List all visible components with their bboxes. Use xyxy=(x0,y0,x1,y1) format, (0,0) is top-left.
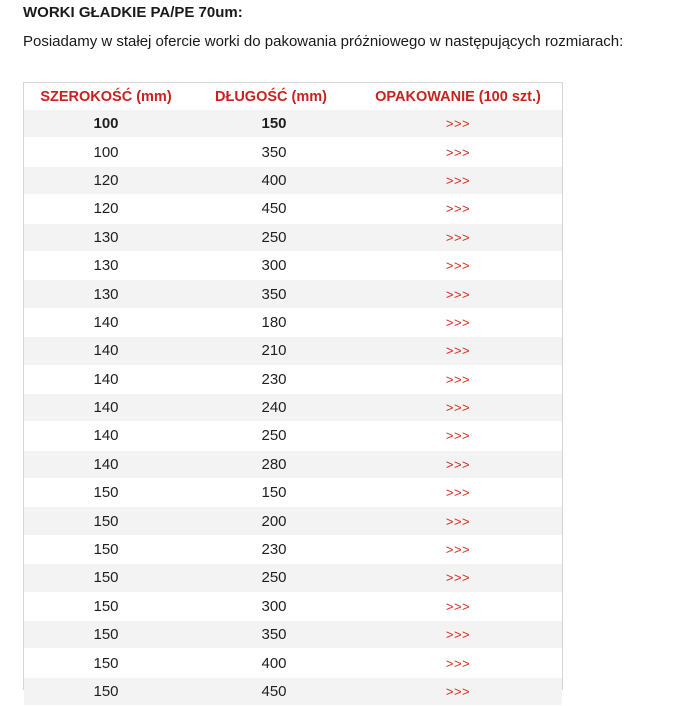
table-row xyxy=(24,536,562,564)
width-cell: 140 xyxy=(24,422,188,450)
length-cell: 250 xyxy=(188,564,354,592)
length-cell: 350 xyxy=(188,138,354,166)
table-row xyxy=(24,224,562,252)
package-link[interactable]: >>> xyxy=(354,678,562,706)
length-cell: 450 xyxy=(188,195,354,223)
package-link[interactable]: >>> xyxy=(354,422,562,450)
table-row xyxy=(24,195,562,223)
width-cell: 150 xyxy=(24,593,188,621)
length-cell: 280 xyxy=(188,451,354,479)
length-cell: 210 xyxy=(188,337,354,365)
package-link[interactable]: >>> xyxy=(354,394,562,422)
package-link[interactable]: >>> xyxy=(354,564,562,592)
width-cell: 130 xyxy=(24,224,188,252)
length-cell: 180 xyxy=(188,309,354,337)
table-row xyxy=(24,507,562,535)
length-cell: 350 xyxy=(188,621,354,649)
package-link[interactable]: >>> xyxy=(354,536,562,564)
width-cell: 140 xyxy=(24,337,188,365)
length-cell: 230 xyxy=(188,536,354,564)
intro-text: Posiadamy w stałej ofercie worki do pakowania próżniowego w następujących rozmiarach: xyxy=(23,33,624,50)
sizes-table xyxy=(24,83,562,706)
column-header-width: SZEROKOŚĆ (mm) xyxy=(24,83,188,110)
length-cell: 150 xyxy=(188,110,354,138)
table-row xyxy=(24,621,562,649)
table-row xyxy=(24,309,562,337)
table-row xyxy=(24,280,562,308)
length-cell: 300 xyxy=(188,593,354,621)
length-cell: 350 xyxy=(188,280,354,308)
length-cell: 250 xyxy=(188,224,354,252)
table-body xyxy=(24,110,562,706)
length-cell: 450 xyxy=(188,678,354,706)
table-row xyxy=(24,678,562,706)
width-cell: 100 xyxy=(24,110,188,138)
width-cell: 150 xyxy=(24,678,188,706)
width-cell: 130 xyxy=(24,252,188,280)
package-link[interactable]: >>> xyxy=(354,110,562,138)
length-cell: 240 xyxy=(188,394,354,422)
width-cell: 100 xyxy=(24,138,188,166)
table-row xyxy=(24,138,562,166)
package-link[interactable]: >>> xyxy=(354,479,562,507)
length-cell: 200 xyxy=(188,507,354,535)
table-row xyxy=(24,337,562,365)
package-link[interactable]: >>> xyxy=(354,621,562,649)
package-link[interactable]: >>> xyxy=(354,224,562,252)
width-cell: 150 xyxy=(24,564,188,592)
length-cell: 300 xyxy=(188,252,354,280)
package-link[interactable]: >>> xyxy=(354,451,562,479)
sizes-table-container xyxy=(23,82,563,700)
column-header-length: DŁUGOŚĆ (mm) xyxy=(188,83,354,110)
table-row xyxy=(24,564,562,592)
table-row xyxy=(24,110,562,138)
width-cell: 140 xyxy=(24,366,188,394)
package-link[interactable]: >>> xyxy=(354,167,562,195)
width-cell: 150 xyxy=(24,507,188,535)
table-row xyxy=(24,479,562,507)
width-cell: 150 xyxy=(24,621,188,649)
package-link[interactable]: >>> xyxy=(354,337,562,365)
length-cell: 150 xyxy=(188,479,354,507)
width-cell: 140 xyxy=(24,309,188,337)
package-link[interactable]: >>> xyxy=(354,593,562,621)
width-cell: 150 xyxy=(24,536,188,564)
width-cell: 150 xyxy=(24,479,188,507)
page-title: WORKI GŁADKIE PA/PE 70um: xyxy=(23,4,243,21)
table-row xyxy=(24,451,562,479)
width-cell: 120 xyxy=(24,195,188,223)
column-header-package: OPAKOWANIE (100 szt.) xyxy=(354,83,562,110)
width-cell: 140 xyxy=(24,394,188,422)
package-link[interactable]: >>> xyxy=(354,195,562,223)
package-link[interactable]: >>> xyxy=(354,309,562,337)
length-cell: 250 xyxy=(188,422,354,450)
package-link[interactable]: >>> xyxy=(354,280,562,308)
package-link[interactable]: >>> xyxy=(354,649,562,677)
length-cell: 400 xyxy=(188,167,354,195)
table-row xyxy=(24,252,562,280)
table-row xyxy=(24,593,562,621)
table-row xyxy=(24,394,562,422)
table-row xyxy=(24,422,562,450)
length-cell: 400 xyxy=(188,649,354,677)
width-cell: 130 xyxy=(24,280,188,308)
table-row xyxy=(24,167,562,195)
table-header-row xyxy=(24,83,562,110)
width-cell: 120 xyxy=(24,167,188,195)
package-link[interactable]: >>> xyxy=(354,252,562,280)
package-link[interactable]: >>> xyxy=(354,366,562,394)
table-row xyxy=(24,366,562,394)
package-link[interactable]: >>> xyxy=(354,138,562,166)
width-cell: 140 xyxy=(24,451,188,479)
width-cell: 150 xyxy=(24,649,188,677)
package-link[interactable]: >>> xyxy=(354,507,562,535)
length-cell: 230 xyxy=(188,366,354,394)
table-row xyxy=(24,649,562,677)
